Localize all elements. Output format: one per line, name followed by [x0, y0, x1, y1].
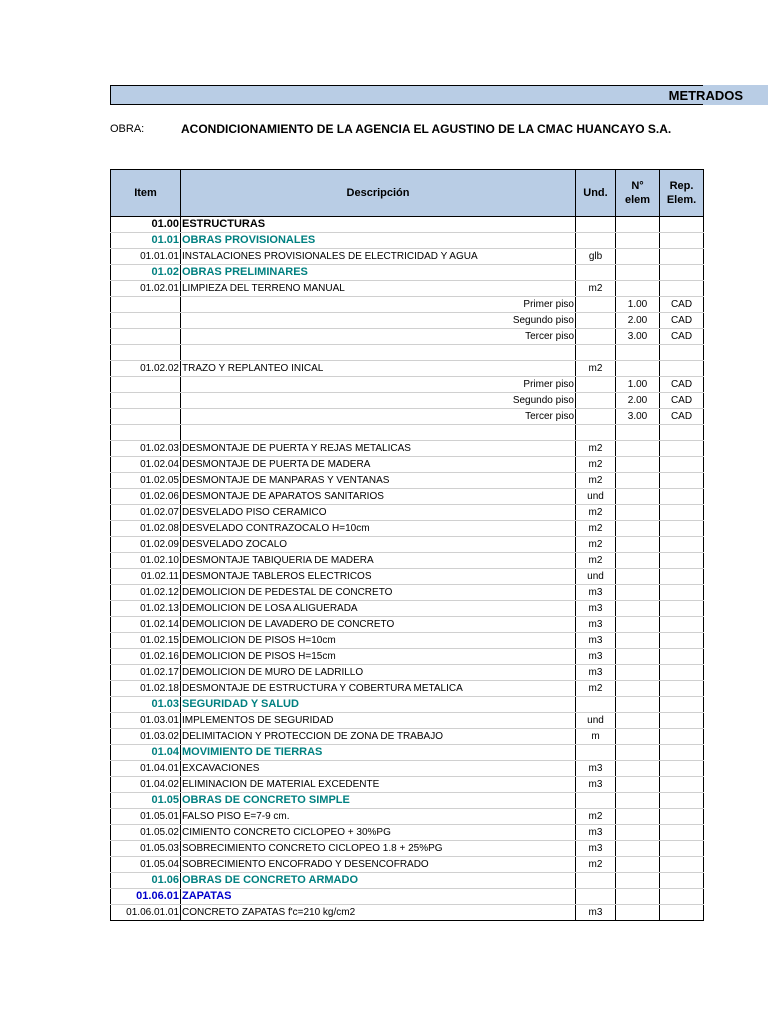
table-row — [111, 409, 704, 425]
table-row — [111, 553, 704, 569]
cell-rep-elem — [660, 537, 704, 553]
cell-n-elem — [616, 873, 660, 889]
cell-description: OBRAS DE CONCRETO SIMPLE — [181, 793, 576, 809]
cell-rep-elem — [660, 649, 704, 665]
cell-rep-elem — [660, 441, 704, 457]
cell-n-elem: 3.00 — [616, 329, 660, 345]
table-row — [111, 393, 704, 409]
cell-description: Segundo piso — [181, 393, 576, 409]
table-row — [111, 713, 704, 729]
cell-unit: m2 — [576, 857, 616, 873]
cell-n-elem: 1.00 — [616, 377, 660, 393]
cell-description: OBRAS PRELIMINARES — [181, 265, 576, 281]
cell-item: 01.03.02 — [111, 729, 181, 745]
table-row — [111, 649, 704, 665]
cell-rep-elem — [660, 601, 704, 617]
cell-n-elem — [616, 745, 660, 761]
cell-unit — [576, 697, 616, 713]
cell-rep-elem — [660, 249, 704, 265]
cell-rep-elem — [660, 841, 704, 857]
cell-n-elem: 1.00 — [616, 297, 660, 313]
col-header-description: Descripción — [181, 170, 576, 217]
cell-n-elem — [616, 361, 660, 377]
cell-n-elem — [616, 265, 660, 281]
cell-description: Primer piso — [181, 297, 576, 313]
cell-description: DESMONTAJE DE APARATOS SANITARIOS — [181, 489, 576, 505]
cell-description: ZAPATAS — [181, 889, 576, 905]
cell-unit — [576, 393, 616, 409]
cell-rep-elem — [660, 617, 704, 633]
obra-name: ACONDICIONAMIENTO DE LA AGENCIA EL AGUSTINO DE LA CMAC HUANCAYO S.A. — [181, 122, 672, 136]
table-row — [111, 233, 704, 249]
cell-item: 01.03 — [111, 697, 181, 713]
cell-description: DESMONTAJE DE MANPARAS Y VENTANAS — [181, 473, 576, 489]
table-row — [111, 777, 704, 793]
cell-item: 01.06.01 — [111, 889, 181, 905]
cell-item: 01.02.18 — [111, 681, 181, 697]
cell-item: 01.02.02 — [111, 361, 181, 377]
cell-rep-elem — [660, 361, 704, 377]
cell-rep-elem: CAD — [660, 329, 704, 345]
cell-rep-elem — [660, 873, 704, 889]
cell-description: INSTALACIONES PROVISIONALES DE ELECTRICIDAD Y AGUA — [181, 249, 576, 265]
table-row — [111, 425, 704, 441]
cell-n-elem — [616, 889, 660, 905]
cell-unit — [576, 345, 616, 361]
cell-rep-elem — [660, 233, 704, 249]
cell-item: 01.02.03 — [111, 441, 181, 457]
cell-item: 01.03.01 — [111, 713, 181, 729]
cell-rep-elem — [660, 665, 704, 681]
cell-n-elem: 2.00 — [616, 313, 660, 329]
cell-description: DEMOLICION DE PISOS H=10cm — [181, 633, 576, 649]
cell-unit: m3 — [576, 617, 616, 633]
cell-item: 01.04.01 — [111, 761, 181, 777]
cell-description: DESMONTAJE TABIQUERIA DE MADERA — [181, 553, 576, 569]
cell-rep-elem — [660, 553, 704, 569]
cell-unit — [576, 889, 616, 905]
cell-description: EXCAVACIONES — [181, 761, 576, 777]
cell-n-elem — [616, 905, 660, 921]
cell-n-elem — [616, 585, 660, 601]
cell-rep-elem — [660, 857, 704, 873]
table-row — [111, 681, 704, 697]
cell-item: 01.02.04 — [111, 457, 181, 473]
cell-unit — [576, 297, 616, 313]
col-header-n-elem — [616, 170, 660, 217]
cell-item: 01.02.06 — [111, 489, 181, 505]
cell-n-elem — [616, 553, 660, 569]
cell-n-elem: 2.00 — [616, 393, 660, 409]
table-row — [111, 313, 704, 329]
cell-item: 01.02.10 — [111, 553, 181, 569]
rep-elem-label: Rep. Elem. — [666, 180, 697, 206]
cell-item: 01.02.11 — [111, 569, 181, 585]
col-header-rep-elem — [660, 170, 704, 217]
cell-item: 01.02.12 — [111, 585, 181, 601]
cell-rep-elem — [660, 729, 704, 745]
cell-item: 01.01.01 — [111, 249, 181, 265]
cell-unit: m2 — [576, 441, 616, 457]
cell-item — [111, 329, 181, 345]
cell-description: IMPLEMENTOS DE SEGURIDAD — [181, 713, 576, 729]
cell-unit: m2 — [576, 681, 616, 697]
cell-item: 01.05.04 — [111, 857, 181, 873]
cell-unit: glb — [576, 249, 616, 265]
cell-rep-elem — [660, 489, 704, 505]
table-header — [111, 170, 704, 217]
cell-item — [111, 345, 181, 361]
col-header-item: Item — [111, 170, 181, 217]
cell-item — [111, 425, 181, 441]
cell-unit — [576, 265, 616, 281]
cell-item: 01.06.01.01 — [111, 905, 181, 921]
cell-item: 01.04.02 — [111, 777, 181, 793]
cell-item — [111, 393, 181, 409]
cell-item: 01.00 — [111, 217, 181, 233]
cell-n-elem — [616, 697, 660, 713]
cell-n-elem — [616, 217, 660, 233]
cell-rep-elem — [660, 809, 704, 825]
cell-unit: m3 — [576, 825, 616, 841]
cell-rep-elem — [660, 457, 704, 473]
cell-rep-elem: CAD — [660, 297, 704, 313]
cell-unit: m3 — [576, 761, 616, 777]
cell-n-elem — [616, 809, 660, 825]
cell-item: 01.06 — [111, 873, 181, 889]
cell-unit — [576, 377, 616, 393]
cell-n-elem — [616, 665, 660, 681]
cell-rep-elem — [660, 217, 704, 233]
cell-item: 01.01 — [111, 233, 181, 249]
cell-rep-elem — [660, 889, 704, 905]
cell-n-elem — [616, 825, 660, 841]
cell-unit — [576, 873, 616, 889]
cell-description — [181, 425, 576, 441]
cell-rep-elem — [660, 793, 704, 809]
cell-item — [111, 313, 181, 329]
cell-unit — [576, 217, 616, 233]
cell-unit: m2 — [576, 361, 616, 377]
cell-item: 01.02.08 — [111, 521, 181, 537]
table-row — [111, 665, 704, 681]
cell-n-elem — [616, 489, 660, 505]
cell-item: 01.02.15 — [111, 633, 181, 649]
cell-unit — [576, 409, 616, 425]
cell-description: Primer piso — [181, 377, 576, 393]
table-row — [111, 617, 704, 633]
cell-description: DEMOLICION DE PEDESTAL DE CONCRETO — [181, 585, 576, 601]
cell-n-elem — [616, 841, 660, 857]
cell-n-elem — [616, 281, 660, 297]
cell-description: OBRAS DE CONCRETO ARMADO — [181, 873, 576, 889]
cell-unit: m3 — [576, 649, 616, 665]
cell-unit: und — [576, 489, 616, 505]
cell-rep-elem: CAD — [660, 313, 704, 329]
cell-unit — [576, 425, 616, 441]
cell-description: DESVELADO CONTRAZOCALO H=10cm — [181, 521, 576, 537]
cell-unit: m3 — [576, 633, 616, 649]
cell-item: 01.02 — [111, 265, 181, 281]
title-bar — [110, 85, 768, 105]
cell-n-elem — [616, 793, 660, 809]
table-row — [111, 857, 704, 873]
table-row — [111, 873, 704, 889]
cell-n-elem — [616, 505, 660, 521]
cell-description: ELIMINACION DE MATERIAL EXCEDENTE — [181, 777, 576, 793]
cell-description: DESMONTAJE DE PUERTA Y REJAS METALICAS — [181, 441, 576, 457]
cell-unit: m2 — [576, 553, 616, 569]
page-title: METRADOS — [668, 88, 743, 103]
cell-description: DESMONTAJE DE ESTRUCTURA Y COBERTURA METALICA — [181, 681, 576, 697]
table-row — [111, 441, 704, 457]
cell-n-elem — [616, 761, 660, 777]
cell-unit — [576, 313, 616, 329]
cell-description: ESTRUCTURAS — [181, 217, 576, 233]
cell-unit: m — [576, 729, 616, 745]
cell-unit: m3 — [576, 665, 616, 681]
cell-n-elem — [616, 857, 660, 873]
table-row — [111, 297, 704, 313]
table-row — [111, 377, 704, 393]
cell-item: 01.05.02 — [111, 825, 181, 841]
cell-n-elem — [616, 569, 660, 585]
cell-rep-elem — [660, 521, 704, 537]
table-row — [111, 825, 704, 841]
cell-unit: m3 — [576, 841, 616, 857]
cell-item: 01.02.05 — [111, 473, 181, 489]
cell-rep-elem — [660, 777, 704, 793]
cell-n-elem — [616, 249, 660, 265]
cell-rep-elem: CAD — [660, 409, 704, 425]
cell-n-elem — [616, 601, 660, 617]
table-row — [111, 345, 704, 361]
cell-n-elem — [616, 473, 660, 489]
cell-rep-elem — [660, 505, 704, 521]
table-row — [111, 505, 704, 521]
table-row — [111, 809, 704, 825]
cell-rep-elem — [660, 569, 704, 585]
cell-unit: m2 — [576, 473, 616, 489]
cell-item: 01.02.14 — [111, 617, 181, 633]
table-row — [111, 793, 704, 809]
cell-rep-elem — [660, 745, 704, 761]
cell-item: 01.02.09 — [111, 537, 181, 553]
obra-label: OBRA: — [110, 123, 145, 135]
cell-description: DELIMITACION Y PROTECCION DE ZONA DE TRABAJO — [181, 729, 576, 745]
cell-n-elem — [616, 617, 660, 633]
cell-unit: m2 — [576, 521, 616, 537]
cell-rep-elem — [660, 905, 704, 921]
cell-description: FALSO PISO E=7-9 cm. — [181, 809, 576, 825]
cell-n-elem — [616, 441, 660, 457]
table-row — [111, 761, 704, 777]
cell-rep-elem — [660, 345, 704, 361]
cell-item: 01.04 — [111, 745, 181, 761]
cell-description: SOBRECIMIENTO ENCOFRADO Y DESENCOFRADO — [181, 857, 576, 873]
cell-description: TRAZO Y REPLANTEO INICAL — [181, 361, 576, 377]
cell-item — [111, 409, 181, 425]
cell-n-elem — [616, 649, 660, 665]
n-elem-label: N° elem — [624, 180, 651, 206]
cell-unit — [576, 745, 616, 761]
cell-description: DESVELADO ZOCALO — [181, 537, 576, 553]
table-row — [111, 745, 704, 761]
cell-rep-elem — [660, 473, 704, 489]
cell-n-elem — [616, 729, 660, 745]
cell-item: 01.05.03 — [111, 841, 181, 857]
cell-description: LIMPIEZA DEL TERRENO MANUAL — [181, 281, 576, 297]
cell-description: DEMOLICION DE LOSA ALIGUERADA — [181, 601, 576, 617]
cell-n-elem — [616, 633, 660, 649]
cell-description: DESMONTAJE TABLEROS ELECTRICOS — [181, 569, 576, 585]
cell-item: 01.02.01 — [111, 281, 181, 297]
cell-description: Tercer piso — [181, 329, 576, 345]
cell-item: 01.02.13 — [111, 601, 181, 617]
cell-n-elem: 3.00 — [616, 409, 660, 425]
table-row — [111, 457, 704, 473]
table-row — [111, 281, 704, 297]
cell-rep-elem — [660, 713, 704, 729]
cell-item — [111, 297, 181, 313]
cell-description: CONCRETO ZAPATAS f'c=210 kg/cm2 — [181, 905, 576, 921]
cell-description: DEMOLICION DE LAVADERO DE CONCRETO — [181, 617, 576, 633]
table-row — [111, 569, 704, 585]
cell-description: OBRAS PROVISIONALES — [181, 233, 576, 249]
cell-unit — [576, 329, 616, 345]
cell-rep-elem — [660, 633, 704, 649]
table-row — [111, 329, 704, 345]
cell-n-elem — [616, 713, 660, 729]
cell-description: DEMOLICION DE PISOS H=15cm — [181, 649, 576, 665]
col-header-unit: Und. — [576, 170, 616, 217]
cell-description: Segundo piso — [181, 313, 576, 329]
cell-item: 01.05 — [111, 793, 181, 809]
cell-unit: m2 — [576, 457, 616, 473]
table-row — [111, 361, 704, 377]
cell-description: MOVIMIENTO DE TIERRAS — [181, 745, 576, 761]
cell-unit: m2 — [576, 281, 616, 297]
cell-rep-elem — [660, 681, 704, 697]
table-row — [111, 217, 704, 233]
table-row — [111, 697, 704, 713]
cell-rep-elem — [660, 697, 704, 713]
cell-unit: und — [576, 569, 616, 585]
cell-n-elem — [616, 233, 660, 249]
cell-n-elem — [616, 681, 660, 697]
table-row — [111, 633, 704, 649]
cell-unit — [576, 233, 616, 249]
table-row — [111, 249, 704, 265]
cell-n-elem — [616, 777, 660, 793]
cell-item: 01.02.17 — [111, 665, 181, 681]
cell-description: CIMIENTO CONCRETO CICLOPEO + 30%PG — [181, 825, 576, 841]
cell-n-elem — [616, 345, 660, 361]
cell-description — [181, 345, 576, 361]
cell-unit: m3 — [576, 905, 616, 921]
cell-unit: m3 — [576, 601, 616, 617]
cell-unit: m3 — [576, 777, 616, 793]
table-row — [111, 729, 704, 745]
cell-item — [111, 377, 181, 393]
cell-n-elem — [616, 537, 660, 553]
cell-description: DESVELADO PISO CERAMICO — [181, 505, 576, 521]
cell-item: 01.02.16 — [111, 649, 181, 665]
cell-n-elem — [616, 521, 660, 537]
cell-description: DESMONTAJE DE PUERTA DE MADERA — [181, 457, 576, 473]
cell-rep-elem: CAD — [660, 377, 704, 393]
table-row — [111, 265, 704, 281]
cell-unit: und — [576, 713, 616, 729]
cell-unit: m2 — [576, 505, 616, 521]
cell-unit: m2 — [576, 809, 616, 825]
table-row — [111, 841, 704, 857]
cell-rep-elem — [660, 825, 704, 841]
table-row — [111, 889, 704, 905]
cell-unit — [576, 793, 616, 809]
cell-n-elem — [616, 457, 660, 473]
table-row — [111, 585, 704, 601]
table-row — [111, 905, 704, 921]
metrados-table — [110, 169, 704, 921]
cell-item: 01.05.01 — [111, 809, 181, 825]
cell-item: 01.02.07 — [111, 505, 181, 521]
table-row — [111, 601, 704, 617]
cell-n-elem — [616, 425, 660, 441]
table-row — [111, 521, 704, 537]
cell-rep-elem — [660, 281, 704, 297]
cell-description: Tercer piso — [181, 409, 576, 425]
cell-unit: m2 — [576, 537, 616, 553]
table-row — [111, 473, 704, 489]
cell-rep-elem — [660, 425, 704, 441]
table-row — [111, 489, 704, 505]
cell-description: DEMOLICION DE MURO DE LADRILLO — [181, 665, 576, 681]
table-row — [111, 537, 704, 553]
cell-description: SOBRECIMIENTO CONCRETO CICLOPEO 1.8 + 25%PG — [181, 841, 576, 857]
cell-rep-elem — [660, 265, 704, 281]
cell-description: SEGURIDAD Y SALUD — [181, 697, 576, 713]
cell-rep-elem: CAD — [660, 393, 704, 409]
cell-unit: m3 — [576, 585, 616, 601]
cell-rep-elem — [660, 761, 704, 777]
cell-rep-elem — [660, 585, 704, 601]
